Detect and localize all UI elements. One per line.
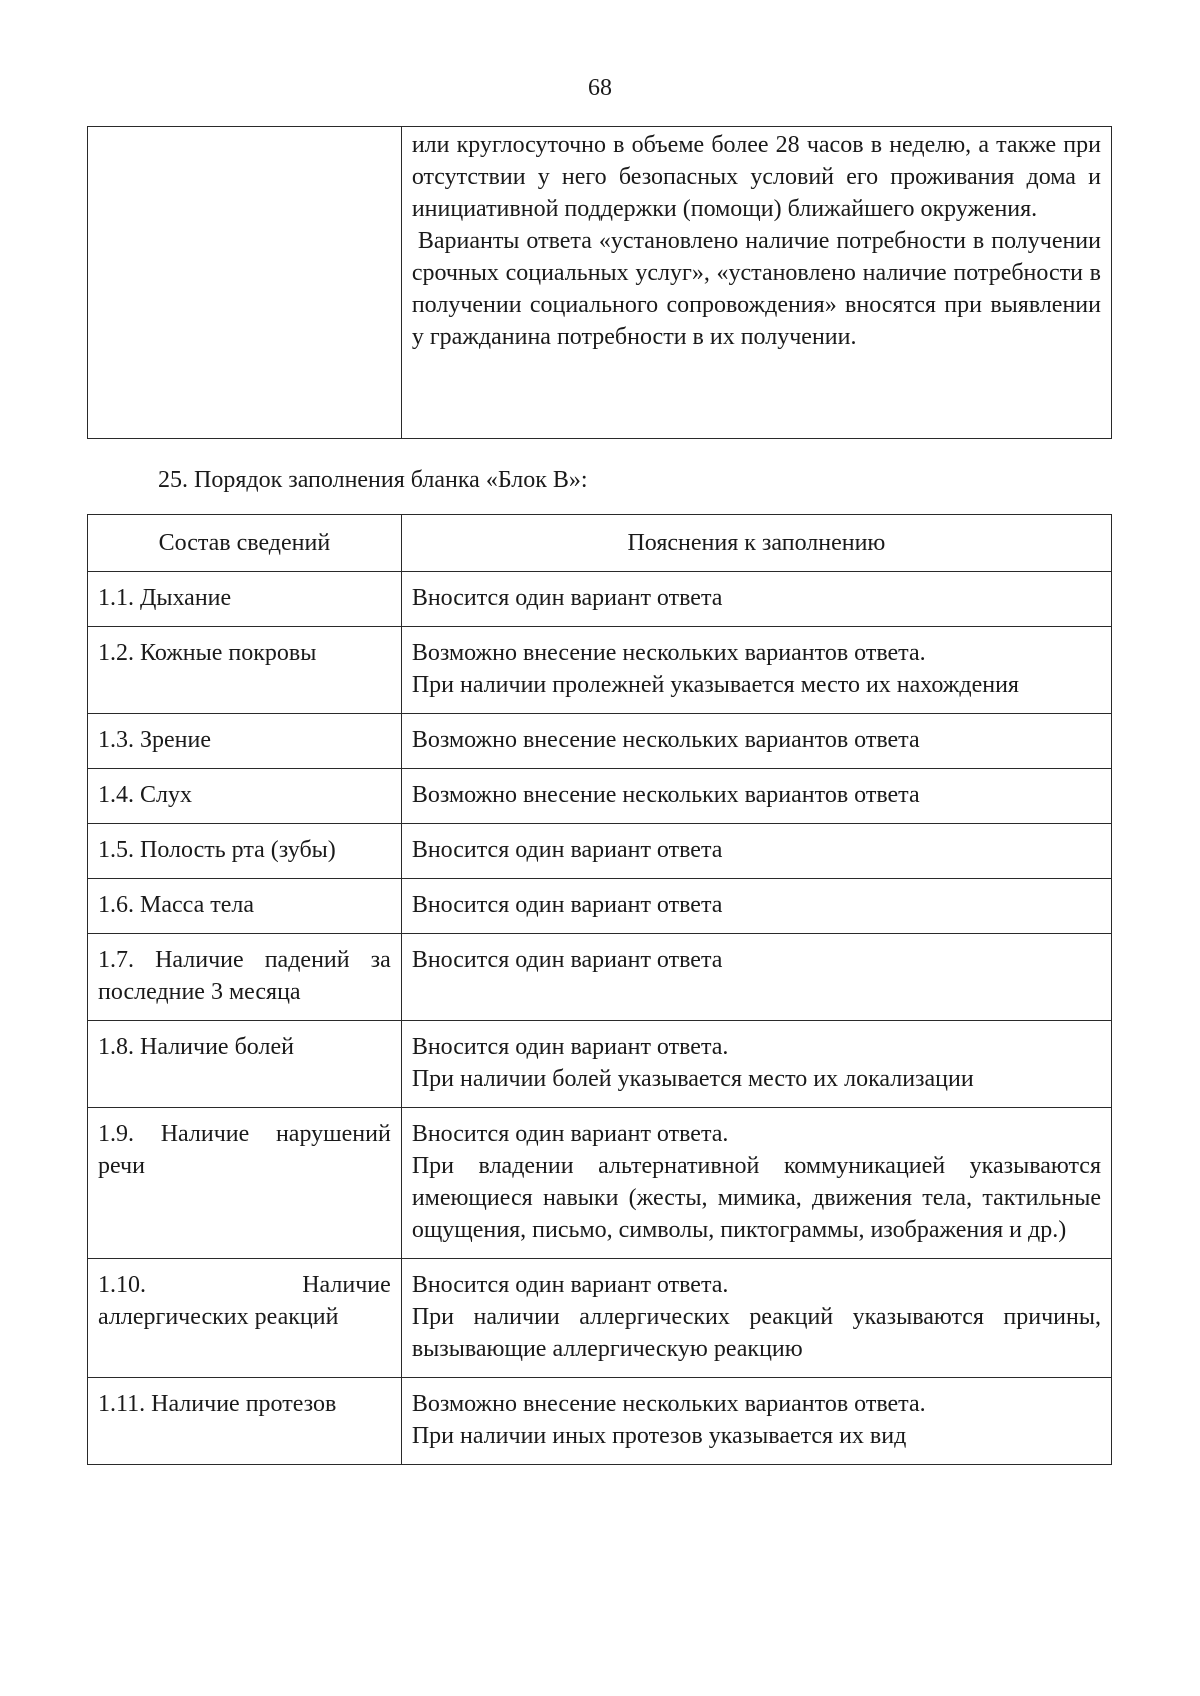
- note-line: При владении альтернативной коммуникацией указываются имеющиеся навыки (жесты, мимика, движения тела, тактильные ощущения, письмо, символы, пиктограммы, изображения и др.): [411, 1153, 1101, 1243]
- item-cell: 1.1. Дыхание: [88, 572, 402, 627]
- table-row: [88, 1021, 1112, 1108]
- note-line: Возможно внесение нескольких вариантов ответа: [411, 727, 920, 753]
- table-row: [88, 572, 1112, 627]
- item-cell: 1.2. Кожные покровы: [88, 627, 402, 714]
- note-line: При наличии аллергических реакций указываются причины, вызывающие аллергическую реакцию: [411, 1304, 1101, 1362]
- continuation-paragraph: Варианты ответа «установлено наличие потребности в получении срочных социальных услуг», «установлено наличие потребности в получении социального сопровождения» вносятся при выявлении у гражданина потребности в их получении.: [411, 228, 1101, 350]
- column-header: Пояснения к заполнению: [401, 515, 1111, 572]
- item-cell: 1.6. Масса тела: [88, 879, 402, 934]
- item-cell: 1.11. Наличие протезов: [88, 1378, 402, 1465]
- notes-cell: [401, 769, 1111, 824]
- notes-cell: [401, 934, 1111, 1021]
- continuation-right-cell: [401, 127, 1111, 439]
- note-line: Возможно внесение нескольких вариантов ответа.: [411, 640, 926, 666]
- note-line: Вносится один вариант ответа.: [411, 1121, 729, 1147]
- column-header: Состав сведений: [88, 515, 402, 572]
- table-row: [88, 934, 1112, 1021]
- note-line: Возможно внесение нескольких вариантов ответа.: [411, 1391, 926, 1417]
- table-row: [88, 824, 1112, 879]
- table-row: [88, 627, 1112, 714]
- item-cell: 1.10. Наличие аллергических реакций: [88, 1259, 402, 1378]
- item-cell: 1.5. Полость рта (зубы): [88, 824, 402, 879]
- notes-cell: [401, 879, 1111, 934]
- item-cell: 1.7. Наличие падений за последние 3 месяца: [88, 934, 402, 1021]
- note-line: Вносится один вариант ответа: [411, 947, 723, 973]
- notes-cell: [401, 1108, 1111, 1259]
- note-line: Вносится один вариант ответа: [411, 892, 723, 918]
- notes-cell: [401, 1021, 1111, 1108]
- item-cell: 1.4. Слух: [88, 769, 402, 824]
- table-row: [88, 127, 1112, 439]
- notes-cell: [401, 824, 1111, 879]
- item-cell: 1.8. Наличие болей: [88, 1021, 402, 1108]
- notes-cell: [401, 714, 1111, 769]
- note-line: Вносится один вариант ответа.: [411, 1272, 729, 1298]
- table-header-row: [88, 515, 1112, 572]
- table-row: [88, 1259, 1112, 1378]
- table-row: [88, 1108, 1112, 1259]
- note-line: Вносится один вариант ответа: [411, 837, 723, 863]
- note-line: Возможно внесение нескольких вариантов ответа: [411, 782, 920, 808]
- table-row: [88, 879, 1112, 934]
- note-line: Вносится один вариант ответа.: [411, 1034, 729, 1060]
- table-body: [88, 572, 1112, 1465]
- note-line: При наличии болей указывается место их локализации: [411, 1066, 974, 1092]
- notes-cell: [401, 572, 1111, 627]
- item-cell: 1.9. Наличие нарушений речи: [88, 1108, 402, 1259]
- note-line: При наличии пролежней указывается место их нахождения: [411, 672, 1019, 698]
- item-cell: 1.3. Зрение: [88, 714, 402, 769]
- continuation-paragraph: или круглосуточно в объеме более 28 часов в неделю, а также при отсутствии у него безопасных условий его проживания дома и инициативной поддержки (помощи) ближайшего окружения.: [411, 132, 1101, 222]
- continuation-left-cell: [88, 127, 402, 439]
- note-line: При наличии иных протезов указывается их вид: [411, 1423, 907, 1449]
- notes-cell: [401, 1378, 1111, 1465]
- section-heading: 25. Порядок заполнения бланка «Блок В»:: [158, 467, 588, 493]
- note-line: Вносится один вариант ответа: [411, 585, 723, 611]
- page-number: 68: [588, 75, 612, 101]
- notes-cell: [401, 627, 1111, 714]
- block-v-table: [87, 514, 1112, 1465]
- table-row: [88, 769, 1112, 824]
- table-row: [88, 1378, 1112, 1465]
- notes-cell: [401, 1259, 1111, 1378]
- table-row: [88, 714, 1112, 769]
- continuation-table: [87, 126, 1112, 439]
